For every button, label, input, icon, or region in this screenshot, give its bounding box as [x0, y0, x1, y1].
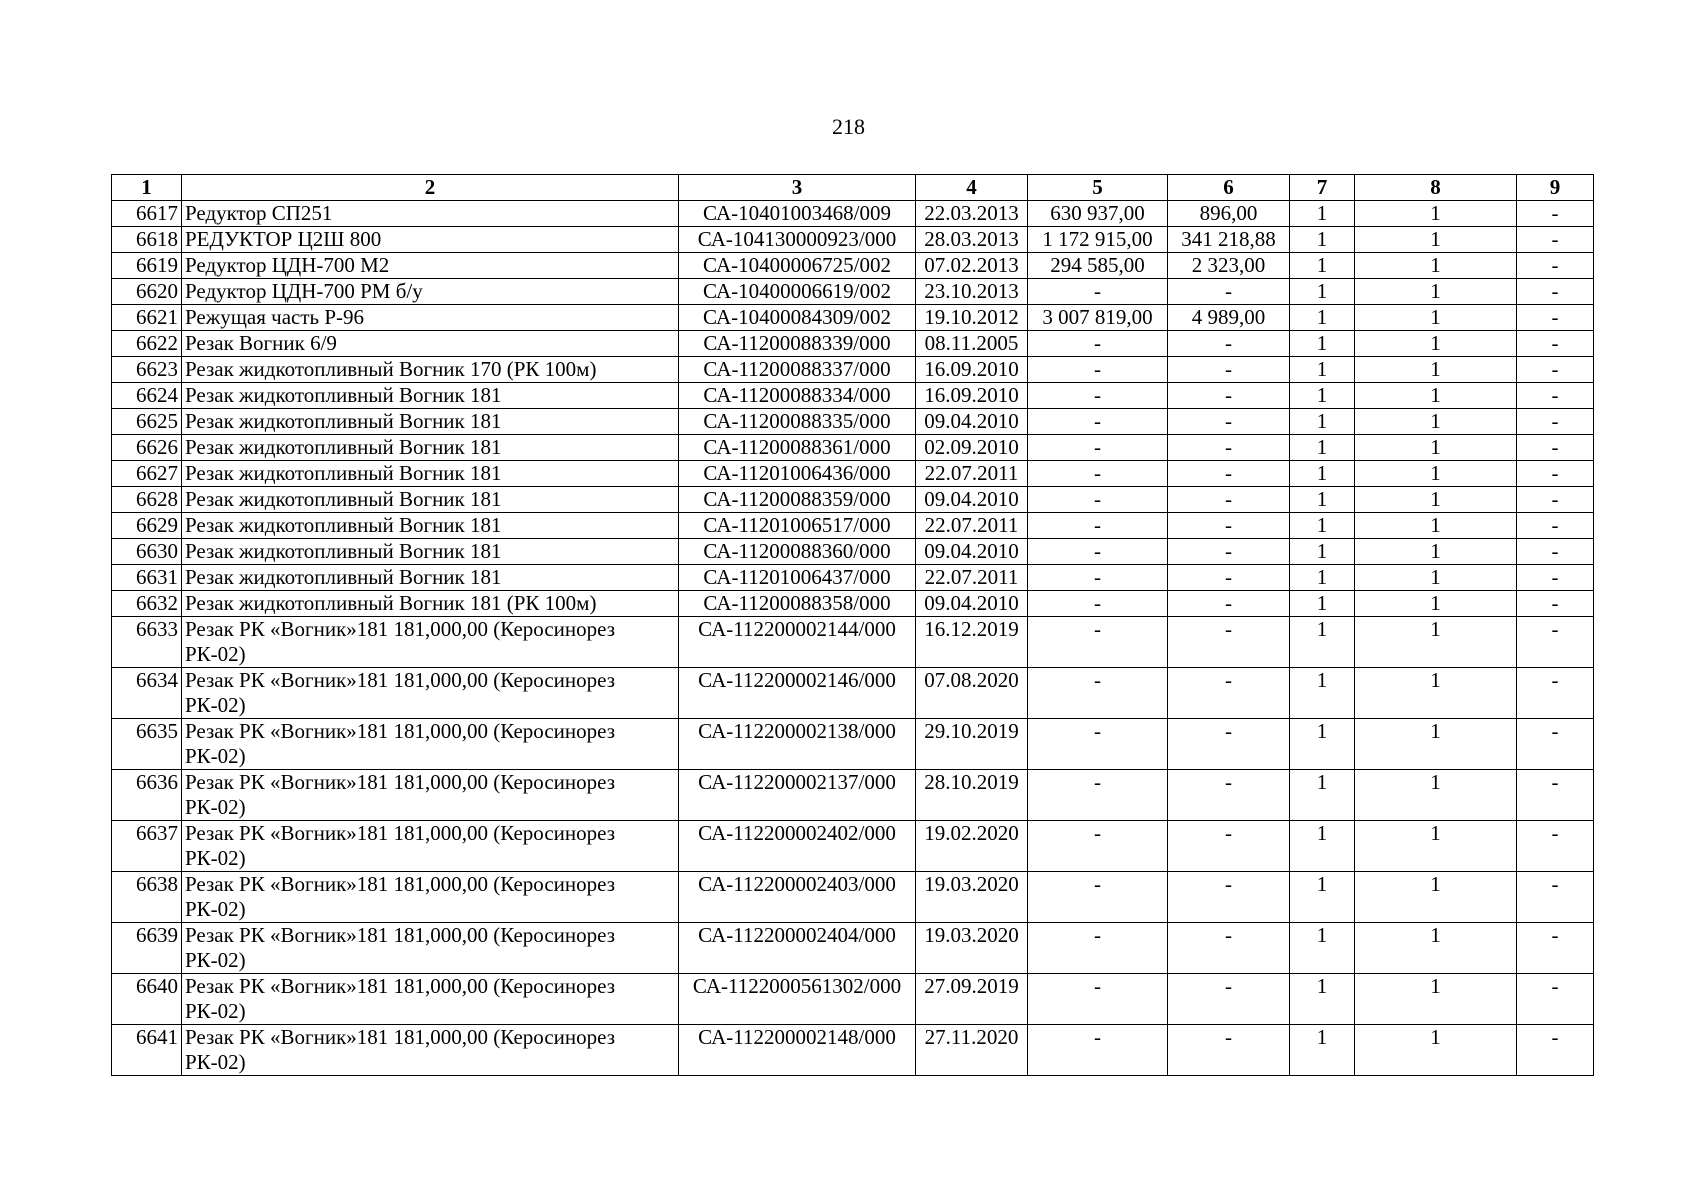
cell-value-col6: 341 218,88: [1168, 227, 1290, 253]
cell-value-col6: -: [1168, 383, 1290, 409]
cell-row-number: 6630: [112, 539, 182, 565]
cell-row-number: 6625: [112, 409, 182, 435]
cell-col9: -: [1517, 872, 1594, 923]
cell-date: 28.10.2019: [916, 770, 1028, 821]
cell-qty-col7: 1: [1290, 539, 1355, 565]
cell-item-name: Резак жидкотопливный Вогник 181: [182, 409, 679, 435]
cell-value-col5: -: [1028, 617, 1168, 668]
cell-value-col6: -: [1168, 409, 1290, 435]
table-row: [112, 974, 1594, 1025]
cell-inventory-code: СА-11201006436/000: [679, 461, 916, 487]
cell-col9: -: [1517, 668, 1594, 719]
cell-value-col6: -: [1168, 974, 1290, 1025]
cell-date: 23.10.2013: [916, 279, 1028, 305]
cell-qty-col8: 1: [1355, 513, 1517, 539]
cell-inventory-code: СА-10401003468/009: [679, 201, 916, 227]
cell-qty-col8: 1: [1355, 565, 1517, 591]
cell-row-number: 6631: [112, 565, 182, 591]
cell-value-col6: -: [1168, 923, 1290, 974]
cell-item-name: Резак РК «Вогник»181 181,000,00 (Керосинорез РК-02): [182, 617, 679, 668]
cell-item-name: Резак РК «Вогник»181 181,000,00 (Керосинорез РК-02): [182, 974, 679, 1025]
cell-date: 27.09.2019: [916, 974, 1028, 1025]
cell-qty-col7: 1: [1290, 331, 1355, 357]
cell-qty-col7: 1: [1290, 591, 1355, 617]
cell-value-col5: -: [1028, 383, 1168, 409]
cell-qty-col7: 1: [1290, 513, 1355, 539]
cell-row-number: 6622: [112, 331, 182, 357]
cell-qty-col7: 1: [1290, 770, 1355, 821]
cell-col9: -: [1517, 719, 1594, 770]
column-header-1: 1: [112, 175, 182, 201]
cell-value-col6: -: [1168, 279, 1290, 305]
table-row: [112, 719, 1594, 770]
cell-value-col5: -: [1028, 279, 1168, 305]
cell-col9: -: [1517, 357, 1594, 383]
cell-col9: -: [1517, 383, 1594, 409]
table-row: [112, 770, 1594, 821]
cell-row-number: 6638: [112, 872, 182, 923]
cell-qty-col8: 1: [1355, 253, 1517, 279]
cell-inventory-code: СА-11200088358/000: [679, 591, 916, 617]
table-row: [112, 821, 1594, 872]
cell-inventory-code: СА-11201006437/000: [679, 565, 916, 591]
table-row: [112, 279, 1594, 305]
cell-item-name: Резак жидкотопливный Вогник 181: [182, 383, 679, 409]
inventory-table: [111, 174, 1594, 1076]
table-row: [112, 201, 1594, 227]
cell-row-number: 6624: [112, 383, 182, 409]
cell-qty-col8: 1: [1355, 872, 1517, 923]
cell-value-col5: -: [1028, 409, 1168, 435]
cell-qty-col8: 1: [1355, 435, 1517, 461]
column-header-3: 3: [679, 175, 916, 201]
cell-qty-col8: 1: [1355, 668, 1517, 719]
cell-inventory-code: СА-10400006619/002: [679, 279, 916, 305]
cell-item-name: Резак жидкотопливный Вогник 181: [182, 487, 679, 513]
cell-row-number: 6620: [112, 279, 182, 305]
cell-value-col5: 630 937,00: [1028, 201, 1168, 227]
cell-value-col6: -: [1168, 331, 1290, 357]
table-row: [112, 331, 1594, 357]
cell-item-name: Редуктор ЦДН-700 РМ б/у: [182, 279, 679, 305]
cell-value-col5: -: [1028, 872, 1168, 923]
cell-inventory-code: СА-1122000561302/000: [679, 974, 916, 1025]
table-row: [112, 409, 1594, 435]
cell-date: 29.10.2019: [916, 719, 1028, 770]
cell-date: 16.09.2010: [916, 383, 1028, 409]
cell-qty-col8: 1: [1355, 617, 1517, 668]
cell-qty-col8: 1: [1355, 539, 1517, 565]
cell-row-number: 6623: [112, 357, 182, 383]
cell-item-name: Резак РК «Вогник»181 181,000,00 (Керосинорез РК-02): [182, 1025, 679, 1076]
cell-inventory-code: СА-11200088339/000: [679, 331, 916, 357]
cell-row-number: 6629: [112, 513, 182, 539]
column-header-8: 8: [1355, 175, 1517, 201]
column-header-2: 2: [182, 175, 679, 201]
cell-value-col5: -: [1028, 539, 1168, 565]
cell-inventory-code: СА-112200002403/000: [679, 872, 916, 923]
table-row: [112, 872, 1594, 923]
table-row: [112, 305, 1594, 331]
cell-col9: -: [1517, 201, 1594, 227]
cell-row-number: 6619: [112, 253, 182, 279]
cell-qty-col7: 1: [1290, 461, 1355, 487]
cell-inventory-code: СА-112200002137/000: [679, 770, 916, 821]
cell-inventory-code: СА-11201006517/000: [679, 513, 916, 539]
table-row: [112, 227, 1594, 253]
cell-qty-col7: 1: [1290, 253, 1355, 279]
cell-qty-col7: 1: [1290, 305, 1355, 331]
cell-value-col6: -: [1168, 539, 1290, 565]
cell-date: 07.02.2013: [916, 253, 1028, 279]
cell-item-name: Режущая часть Р-96: [182, 305, 679, 331]
cell-date: 19.03.2020: [916, 923, 1028, 974]
cell-value-col6: -: [1168, 821, 1290, 872]
cell-value-col6: -: [1168, 435, 1290, 461]
cell-col9: -: [1517, 487, 1594, 513]
cell-value-col5: -: [1028, 974, 1168, 1025]
cell-qty-col8: 1: [1355, 770, 1517, 821]
cell-qty-col7: 1: [1290, 617, 1355, 668]
cell-qty-col8: 1: [1355, 201, 1517, 227]
cell-qty-col7: 1: [1290, 923, 1355, 974]
cell-qty-col8: 1: [1355, 383, 1517, 409]
cell-value-col5: -: [1028, 487, 1168, 513]
cell-qty-col7: 1: [1290, 383, 1355, 409]
cell-row-number: 6628: [112, 487, 182, 513]
cell-inventory-code: СА-11200088359/000: [679, 487, 916, 513]
cell-date: 16.09.2010: [916, 357, 1028, 383]
cell-col9: -: [1517, 617, 1594, 668]
cell-inventory-code: СА-10400006725/002: [679, 253, 916, 279]
table-row: [112, 435, 1594, 461]
cell-row-number: 6637: [112, 821, 182, 872]
cell-qty-col7: 1: [1290, 357, 1355, 383]
column-header-4: 4: [916, 175, 1028, 201]
cell-qty-col7: 1: [1290, 201, 1355, 227]
cell-col9: -: [1517, 821, 1594, 872]
cell-col9: -: [1517, 227, 1594, 253]
cell-item-name: Резак жидкотопливный Вогник 181 (РК 100м): [182, 591, 679, 617]
cell-value-col5: -: [1028, 513, 1168, 539]
cell-inventory-code: СА-112200002146/000: [679, 668, 916, 719]
cell-value-col6: -: [1168, 719, 1290, 770]
cell-value-col6: -: [1168, 872, 1290, 923]
cell-item-name: РЕДУКТОР Ц2Ш 800: [182, 227, 679, 253]
table-row: [112, 253, 1594, 279]
cell-value-col5: -: [1028, 923, 1168, 974]
cell-item-name: Резак жидкотопливный Вогник 181: [182, 539, 679, 565]
cell-col9: -: [1517, 409, 1594, 435]
cell-value-col6: -: [1168, 668, 1290, 719]
cell-qty-col8: 1: [1355, 487, 1517, 513]
cell-date: 27.11.2020: [916, 1025, 1028, 1076]
cell-value-col6: 2 323,00: [1168, 253, 1290, 279]
cell-value-col5: 294 585,00: [1028, 253, 1168, 279]
cell-item-name: Редуктор ЦДН-700 М2: [182, 253, 679, 279]
cell-row-number: 6636: [112, 770, 182, 821]
cell-value-col6: -: [1168, 357, 1290, 383]
cell-inventory-code: СА-112200002148/000: [679, 1025, 916, 1076]
cell-value-col6: -: [1168, 617, 1290, 668]
cell-row-number: 6632: [112, 591, 182, 617]
cell-qty-col8: 1: [1355, 357, 1517, 383]
cell-col9: -: [1517, 305, 1594, 331]
cell-date: 22.03.2013: [916, 201, 1028, 227]
cell-qty-col7: 1: [1290, 974, 1355, 1025]
cell-qty-col8: 1: [1355, 409, 1517, 435]
cell-date: 09.04.2010: [916, 487, 1028, 513]
cell-value-col6: 896,00: [1168, 201, 1290, 227]
table-row: [112, 461, 1594, 487]
cell-row-number: 6633: [112, 617, 182, 668]
cell-value-col6: -: [1168, 461, 1290, 487]
table-row: [112, 668, 1594, 719]
cell-row-number: 6641: [112, 1025, 182, 1076]
cell-item-name: Резак жидкотопливный Вогник 170 (РК 100м): [182, 357, 679, 383]
cell-item-name: Резак РК «Вогник»181 181,000,00 (Керосинорез РК-02): [182, 770, 679, 821]
cell-date: 19.03.2020: [916, 872, 1028, 923]
cell-value-col5: -: [1028, 461, 1168, 487]
cell-date: 09.04.2010: [916, 409, 1028, 435]
cell-item-name: Резак РК «Вогник»181 181,000,00 (Керосинорез РК-02): [182, 872, 679, 923]
cell-col9: -: [1517, 770, 1594, 821]
cell-value-col5: -: [1028, 1025, 1168, 1076]
cell-qty-col7: 1: [1290, 668, 1355, 719]
cell-date: 08.11.2005: [916, 331, 1028, 357]
cell-value-col5: 1 172 915,00: [1028, 227, 1168, 253]
column-header-6: 6: [1168, 175, 1290, 201]
cell-row-number: 6635: [112, 719, 182, 770]
table-row: [112, 617, 1594, 668]
cell-value-col6: -: [1168, 591, 1290, 617]
cell-value-col5: -: [1028, 668, 1168, 719]
cell-inventory-code: СА-112200002144/000: [679, 617, 916, 668]
cell-item-name: Резак жидкотопливный Вогник 181: [182, 565, 679, 591]
cell-col9: -: [1517, 279, 1594, 305]
header-row: [112, 175, 1594, 201]
table-body: [112, 201, 1594, 1076]
cell-inventory-code: СА-11200088361/000: [679, 435, 916, 461]
cell-value-col6: -: [1168, 1025, 1290, 1076]
cell-value-col6: 4 989,00: [1168, 305, 1290, 331]
cell-value-col5: 3 007 819,00: [1028, 305, 1168, 331]
cell-qty-col8: 1: [1355, 923, 1517, 974]
cell-item-name: Резак РК «Вогник»181 181,000,00 (Керосинорез РК-02): [182, 719, 679, 770]
cell-qty-col7: 1: [1290, 565, 1355, 591]
cell-qty-col8: 1: [1355, 305, 1517, 331]
cell-qty-col7: 1: [1290, 872, 1355, 923]
cell-inventory-code: СА-11200088360/000: [679, 539, 916, 565]
cell-qty-col8: 1: [1355, 719, 1517, 770]
cell-item-name: Резак жидкотопливный Вогник 181: [182, 513, 679, 539]
cell-date: 09.04.2010: [916, 591, 1028, 617]
cell-inventory-code: СА-112200002138/000: [679, 719, 916, 770]
cell-inventory-code: СА-11200088334/000: [679, 383, 916, 409]
cell-qty-col8: 1: [1355, 974, 1517, 1025]
cell-inventory-code: СА-11200088337/000: [679, 357, 916, 383]
cell-row-number: 6634: [112, 668, 182, 719]
cell-inventory-code: СА-104130000923/000: [679, 227, 916, 253]
cell-value-col5: -: [1028, 357, 1168, 383]
cell-row-number: 6617: [112, 201, 182, 227]
cell-col9: -: [1517, 539, 1594, 565]
cell-inventory-code: СА-112200002402/000: [679, 821, 916, 872]
cell-qty-col8: 1: [1355, 331, 1517, 357]
cell-value-col6: -: [1168, 513, 1290, 539]
cell-row-number: 6621: [112, 305, 182, 331]
cell-col9: -: [1517, 565, 1594, 591]
table-row: [112, 539, 1594, 565]
cell-item-name: Резак РК «Вогник»181 181,000,00 (Керосинорез РК-02): [182, 668, 679, 719]
cell-value-col5: -: [1028, 435, 1168, 461]
cell-value-col5: -: [1028, 591, 1168, 617]
cell-row-number: 6640: [112, 974, 182, 1025]
cell-col9: -: [1517, 435, 1594, 461]
table-row: [112, 923, 1594, 974]
cell-qty-col8: 1: [1355, 279, 1517, 305]
page-number: 218: [832, 114, 865, 139]
cell-date: 02.09.2010: [916, 435, 1028, 461]
cell-value-col5: -: [1028, 331, 1168, 357]
cell-date: 16.12.2019: [916, 617, 1028, 668]
cell-qty-col8: 1: [1355, 591, 1517, 617]
cell-qty-col7: 1: [1290, 821, 1355, 872]
cell-qty-col7: 1: [1290, 435, 1355, 461]
cell-col9: -: [1517, 591, 1594, 617]
column-header-9: 9: [1517, 175, 1594, 201]
cell-date: 07.08.2020: [916, 668, 1028, 719]
cell-col9: -: [1517, 331, 1594, 357]
column-header-7: 7: [1290, 175, 1355, 201]
cell-qty-col8: 1: [1355, 227, 1517, 253]
cell-qty-col7: 1: [1290, 409, 1355, 435]
table-row: [112, 357, 1594, 383]
table-row: [112, 487, 1594, 513]
table-row: [112, 591, 1594, 617]
cell-item-name: Резак жидкотопливный Вогник 181: [182, 461, 679, 487]
cell-col9: -: [1517, 1025, 1594, 1076]
cell-inventory-code: СА-112200002404/000: [679, 923, 916, 974]
cell-row-number: 6627: [112, 461, 182, 487]
cell-date: 22.07.2011: [916, 565, 1028, 591]
cell-qty-col7: 1: [1290, 279, 1355, 305]
cell-item-name: Резак РК «Вогник»181 181,000,00 (Керосинорез РК-02): [182, 821, 679, 872]
cell-col9: -: [1517, 253, 1594, 279]
cell-item-name: Редуктор СП251: [182, 201, 679, 227]
cell-inventory-code: СА-11200088335/000: [679, 409, 916, 435]
cell-col9: -: [1517, 461, 1594, 487]
cell-qty-col8: 1: [1355, 821, 1517, 872]
cell-date: 22.07.2011: [916, 513, 1028, 539]
cell-col9: -: [1517, 923, 1594, 974]
cell-row-number: 6626: [112, 435, 182, 461]
cell-qty-col7: 1: [1290, 1025, 1355, 1076]
cell-date: 09.04.2010: [916, 539, 1028, 565]
column-header-5: 5: [1028, 175, 1168, 201]
cell-item-name: Резак РК «Вогник»181 181,000,00 (Керосинорез РК-02): [182, 923, 679, 974]
cell-row-number: 6618: [112, 227, 182, 253]
cell-row-number: 6639: [112, 923, 182, 974]
table-row: [112, 383, 1594, 409]
cell-date: 19.02.2020: [916, 821, 1028, 872]
cell-col9: -: [1517, 974, 1594, 1025]
cell-date: 28.03.2013: [916, 227, 1028, 253]
cell-value-col5: -: [1028, 821, 1168, 872]
table-row: [112, 1025, 1594, 1076]
table-row: [112, 565, 1594, 591]
cell-qty-col7: 1: [1290, 487, 1355, 513]
cell-qty-col8: 1: [1355, 1025, 1517, 1076]
cell-col9: -: [1517, 513, 1594, 539]
cell-date: 22.07.2011: [916, 461, 1028, 487]
cell-item-name: Резак жидкотопливный Вогник 181: [182, 435, 679, 461]
cell-value-col6: -: [1168, 565, 1290, 591]
cell-value-col6: -: [1168, 487, 1290, 513]
cell-value-col5: -: [1028, 719, 1168, 770]
cell-item-name: Резак Вогник 6/9: [182, 331, 679, 357]
cell-inventory-code: СА-10400084309/002: [679, 305, 916, 331]
cell-qty-col8: 1: [1355, 461, 1517, 487]
cell-qty-col7: 1: [1290, 227, 1355, 253]
cell-date: 19.10.2012: [916, 305, 1028, 331]
cell-value-col6: -: [1168, 770, 1290, 821]
table-row: [112, 513, 1594, 539]
cell-value-col5: -: [1028, 565, 1168, 591]
cell-qty-col7: 1: [1290, 719, 1355, 770]
cell-value-col5: -: [1028, 770, 1168, 821]
